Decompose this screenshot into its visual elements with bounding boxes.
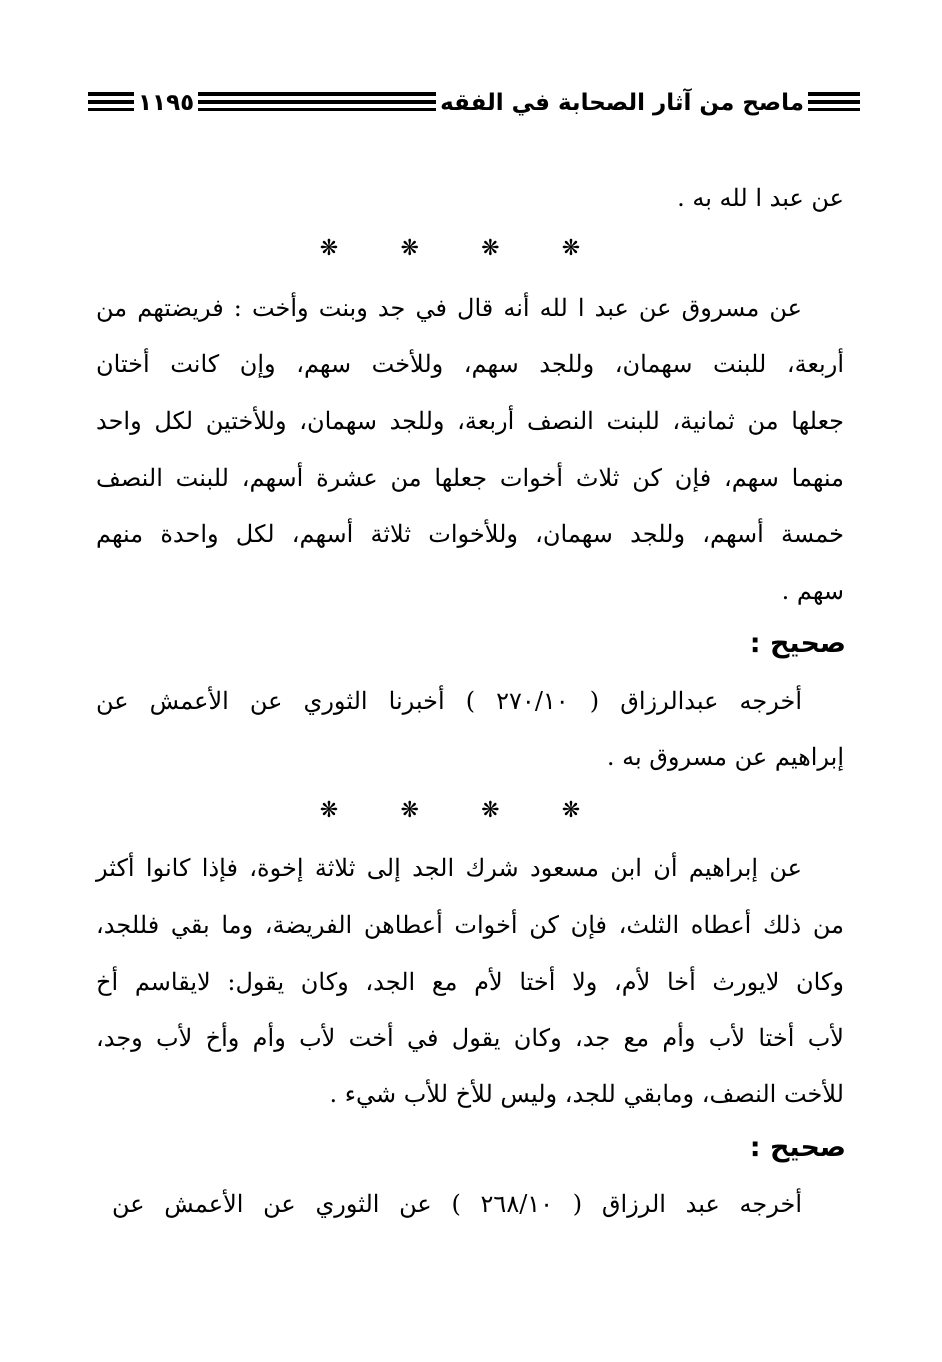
ornament-divider: [318, 236, 582, 261]
ornament-star-icon: ❋: [319, 236, 339, 261]
text-line: خمسة أسهم، وللجد سهمان، وللأخوات ثلاثة أسهم، لكل واحدة منهم: [96, 520, 844, 548]
section-heading: صحيح :: [749, 628, 846, 659]
ornament-star-icon: ❋: [561, 236, 581, 261]
page-number: ١١٩٥: [134, 86, 198, 120]
text-line: سهم .: [781, 577, 844, 605]
text-line: جعلها من ثمانية، للبنت النصف أربعة، وللجد سهمان، وللأختين لكل واحد: [96, 407, 844, 435]
text-line: عن إبراهيم أن ابن مسعود شرك الجد إلى ثلاثة إخوة، فإذا كانوا أكثر: [96, 854, 802, 882]
ornament-star-icon: ❋: [481, 798, 500, 823]
running-header: [88, 86, 860, 120]
text-line: إبراهيم عن مسروق به .: [606, 743, 844, 771]
text-line: لأب أختا لأب وأم مع جد، وكان يقول في أخت لأب وأم وأخ لأب وجد،: [96, 1024, 844, 1052]
text-line: أخرجه عبد الرزاق ( ٢٦٨/١٠ ) عن الثوري عن الأعمش عن: [112, 1190, 802, 1218]
section-heading: صحيح :: [749, 1132, 846, 1163]
ornament-divider: [318, 798, 582, 823]
text-line: أربعة، للبنت سهمان، وللجد سهم، وللأخت سهم، وإن كانت أختان: [96, 350, 844, 378]
text-line: وكان لايورث أخا لأم، ولا أختا لأم مع الجد، وكان يقول: لايقاسم أخ: [96, 968, 844, 996]
ornament-star-icon: ❋: [319, 798, 339, 823]
ornament-star-icon: ❋: [561, 798, 581, 823]
header-title: ماصح من آثار الصحابة في الفقه: [436, 86, 808, 120]
text-line: للأخت النصف، ومابقي للجد، وليس للأخ للأب شيء .: [329, 1080, 844, 1108]
ornament-star-icon: ❋: [481, 236, 500, 261]
ornament-star-icon: ❋: [400, 236, 419, 261]
ornament-star-icon: ❋: [400, 798, 419, 823]
text-line: منهما سهم، فإن كن ثلاث أخوات جعلها من عشرة أسهم، للبنت النصف: [96, 464, 845, 492]
text-line: من ذلك أعطاه الثلث، فإن كن أخوات أعطاهن الفريضة، وما بقي فللجد،: [96, 911, 844, 939]
text-line: عن عبد ا لله به .: [677, 184, 844, 212]
text-line: عن مسروق عن عبد ا لله أنه قال في جد وبنت وأخت : فريضتهم من: [96, 294, 802, 322]
text-line: أخرجه عبدالرزاق ( ٢٧٠/١٠ ) أخبرنا الثوري عن الأعمش عن: [96, 687, 802, 715]
